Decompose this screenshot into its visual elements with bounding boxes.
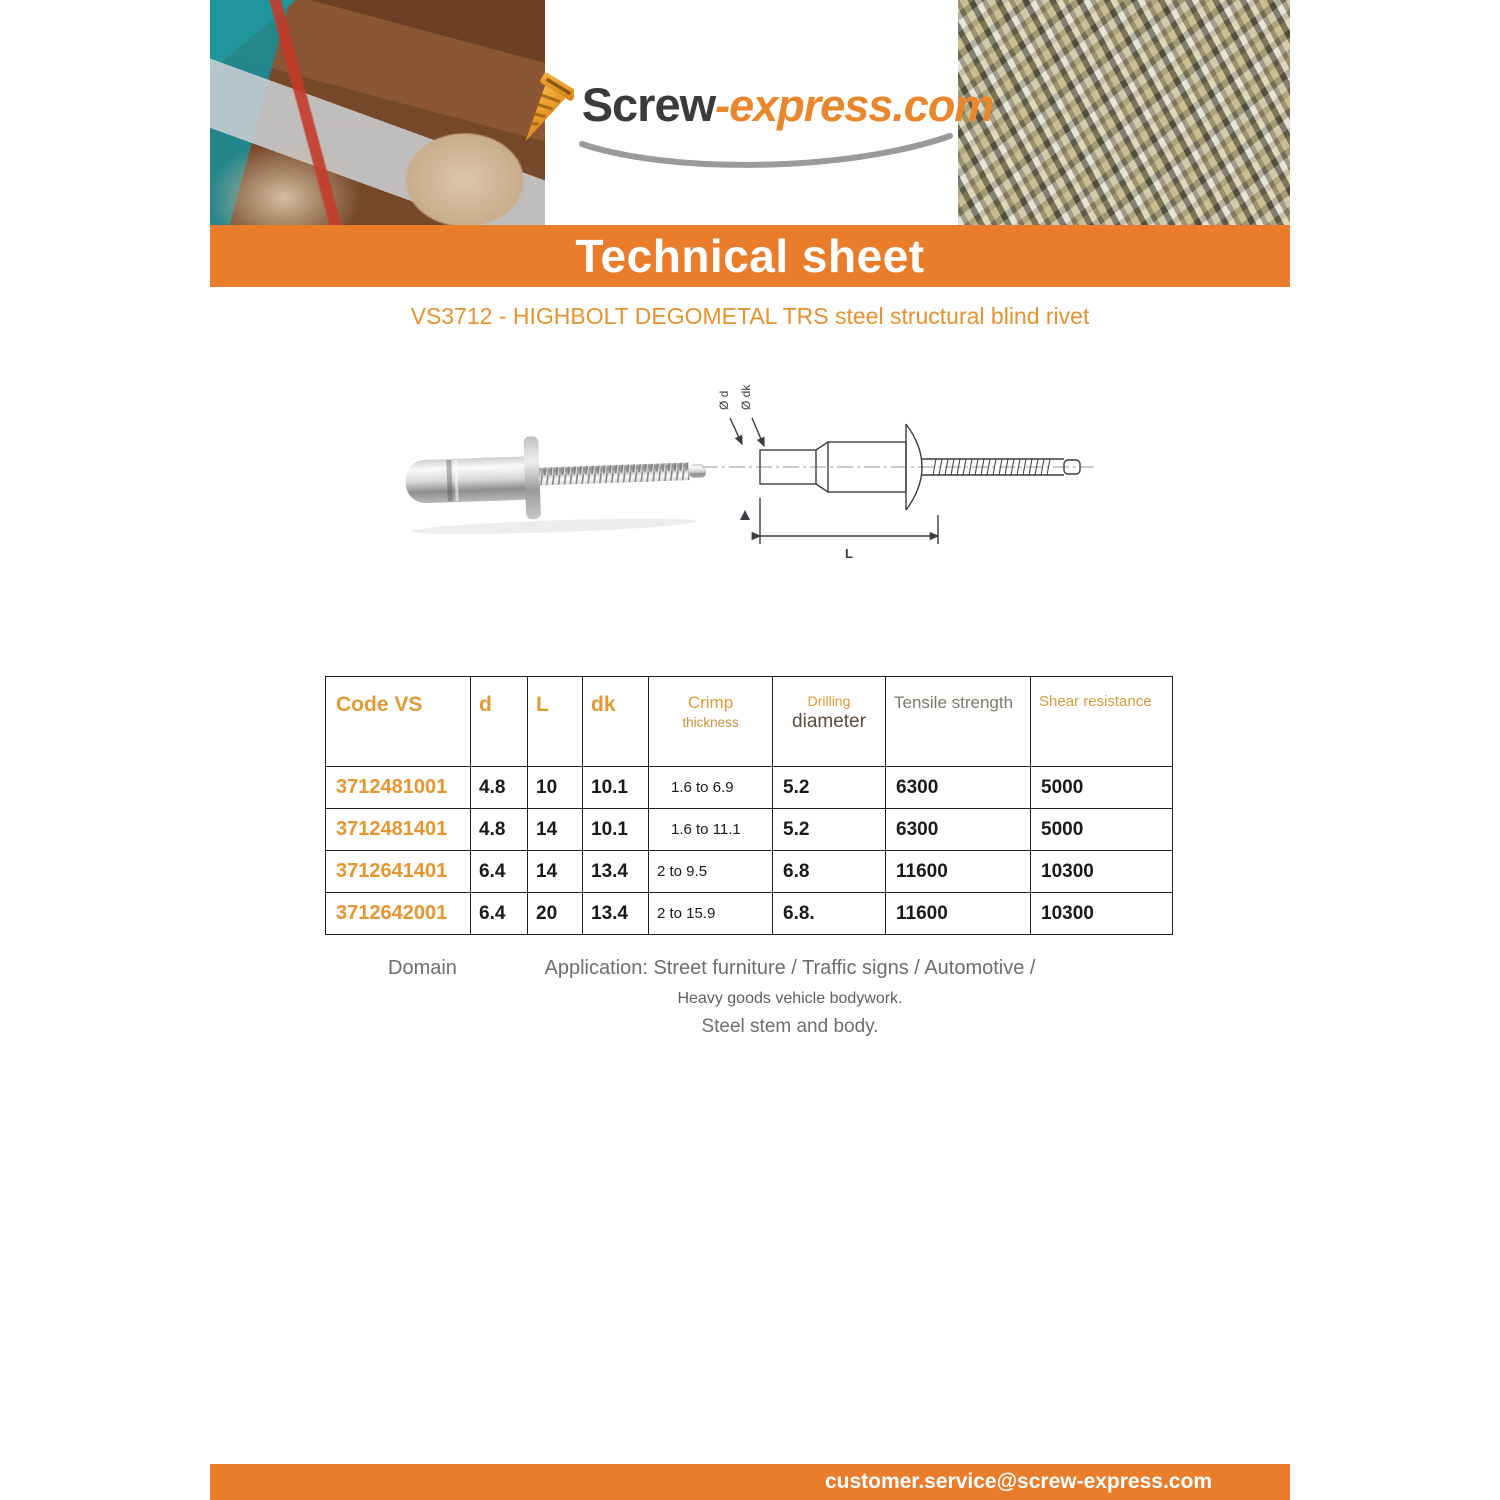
logo-swoosh <box>576 132 956 178</box>
cell-L: 14 <box>528 851 583 893</box>
product-title: VS3712 - HIGHBOLT DEGOMETAL TRS steel structural blind rivet <box>410 303 1090 329</box>
cell-crimp: 1.6 to 6.9 <box>649 767 773 809</box>
workbench-photo <box>210 0 545 225</box>
footer-bar <box>210 1464 1290 1500</box>
cell-code: 3712641401 <box>326 851 471 893</box>
technical-sheet-banner <box>210 225 1290 287</box>
cell-d: 6.4 <box>471 893 528 935</box>
spec-table <box>325 676 1173 935</box>
crimp-sublabel: thickness <box>682 715 739 730</box>
table-row <box>326 851 1173 893</box>
screws-pile-photo <box>958 0 1290 225</box>
col-header-dk: dk <box>583 677 649 767</box>
brand-name-secondary: -express.com <box>715 80 994 131</box>
cell-shear: 10300 <box>1031 851 1173 893</box>
table-header-row <box>326 677 1173 767</box>
rivet-product-photo <box>390 415 715 550</box>
cell-code: 3712481001 <box>326 767 471 809</box>
dim-label-d: Ø d <box>717 390 731 410</box>
cell-tensile: 6300 <box>886 767 1031 809</box>
col-header-L: L <box>528 677 583 767</box>
technical-drawing <box>698 370 1098 568</box>
logo-area <box>545 0 994 225</box>
cell-tensile: 11600 <box>886 851 1031 893</box>
cell-drilling: 6.8 <box>773 851 886 893</box>
drilling-label: Drilling <box>807 693 851 709</box>
col-header-shear: Shear resistance <box>1031 677 1173 767</box>
application-line1: Application: Street furniture / Traffic signs / Automotive / <box>544 957 1036 979</box>
brand-name-primary: Screw <box>581 78 716 131</box>
cell-crimp: 2 to 15.9 <box>649 893 773 935</box>
cell-L: 20 <box>528 893 583 935</box>
cell-d: 6.4 <box>471 851 528 893</box>
cell-tensile: 6300 <box>886 809 1031 851</box>
crimp-label: Crimp <box>687 693 734 712</box>
cell-dk: 13.4 <box>583 851 649 893</box>
cell-tensile: 11600 <box>886 893 1031 935</box>
customer-service-email-link[interactable]: customer.service@screw-express.com <box>824 1470 1212 1493</box>
cell-crimp: 1.6 to 11.1 <box>649 809 773 851</box>
cell-drilling: 5.2 <box>773 809 886 851</box>
application-block <box>440 957 1140 1038</box>
screw-icon <box>510 68 574 158</box>
drilling-sublabel: diameter <box>792 711 866 732</box>
cell-dk: 10.1 <box>583 809 649 851</box>
document-content <box>210 0 1290 1500</box>
cell-L: 10 <box>528 767 583 809</box>
cell-crimp: 2 to 9.5 <box>649 851 773 893</box>
dim-label-L: L <box>845 546 853 561</box>
dim-label-dk: Ø dk <box>739 384 753 410</box>
col-header-code: Code VS <box>326 677 471 767</box>
col-header-d: d <box>471 677 528 767</box>
banner-title: Technical sheet <box>575 230 925 282</box>
cell-dk: 13.4 <box>583 893 649 935</box>
table-row <box>326 893 1173 935</box>
col-header-drilling <box>773 677 886 767</box>
cell-d: 4.8 <box>471 809 528 851</box>
application-line3: Steel stem and body. <box>701 1016 879 1037</box>
table-row <box>326 767 1173 809</box>
cell-drilling: 5.2 <box>773 767 886 809</box>
cell-shear: 10300 <box>1031 893 1173 935</box>
cell-shear: 5000 <box>1031 767 1173 809</box>
domain-label: Domain <box>388 957 457 979</box>
cell-d: 4.8 <box>471 767 528 809</box>
application-line2: Heavy goods vehicle bodywork. <box>677 990 903 1007</box>
col-header-tensile: Tensile strength <box>886 677 1031 767</box>
col-header-crimp <box>649 677 773 767</box>
cell-code: 3712642001 <box>326 893 471 935</box>
brand-logo <box>582 77 994 132</box>
cell-L: 14 <box>528 809 583 851</box>
cell-code: 3712481401 <box>326 809 471 851</box>
cell-drilling: 6.8. <box>773 893 886 935</box>
cell-dk: 10.1 <box>583 767 649 809</box>
cell-shear: 5000 <box>1031 809 1173 851</box>
table-row <box>326 809 1173 851</box>
